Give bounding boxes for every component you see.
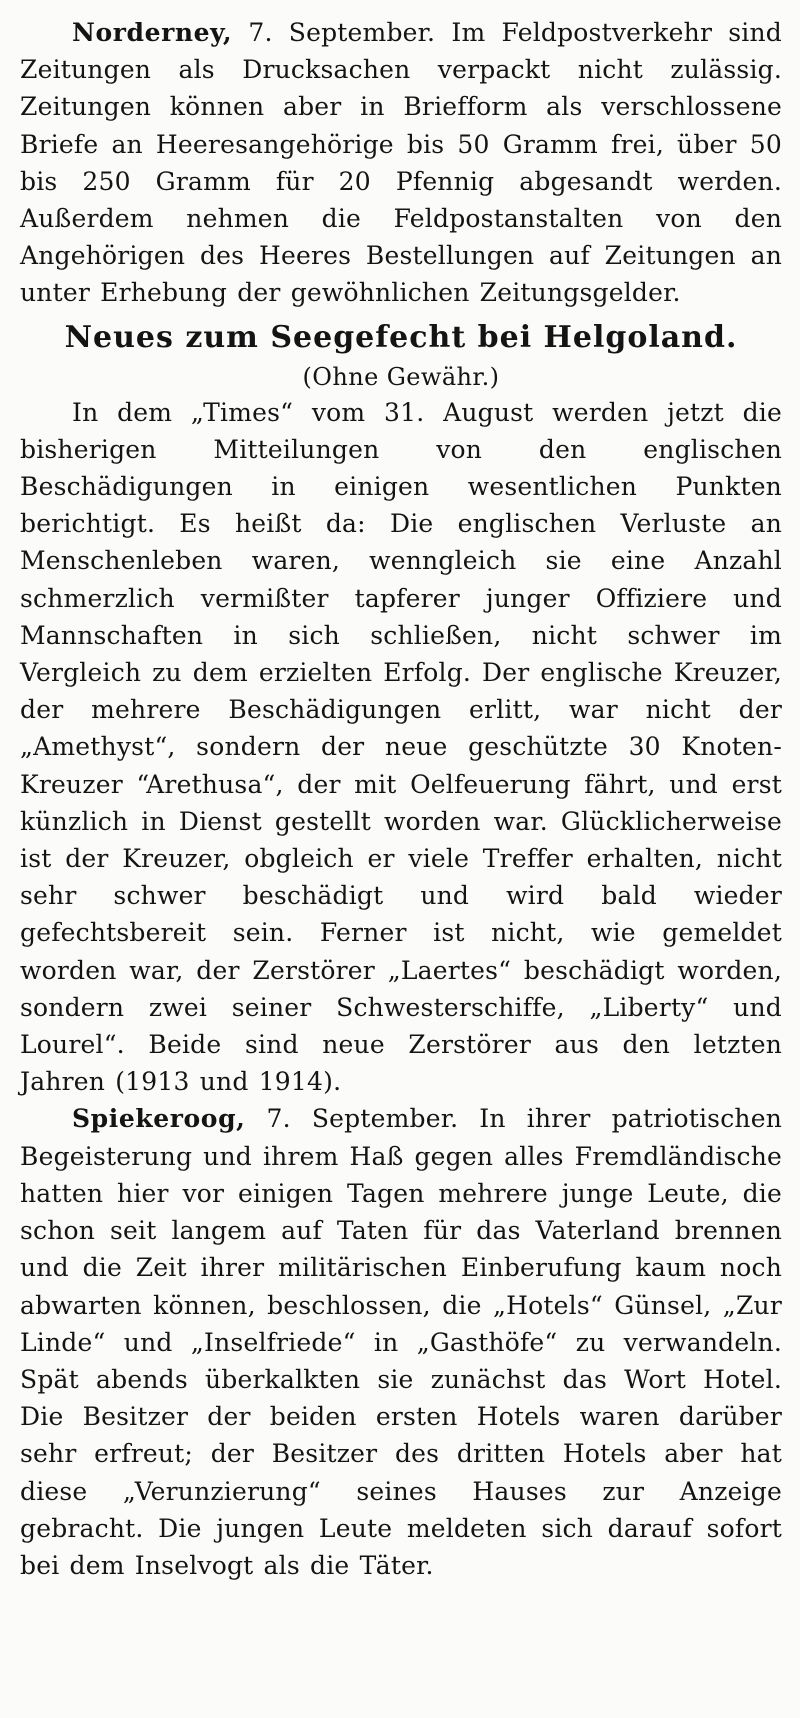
article-spiekeroog-text: 7. September. In ihrer patriotischen Begeisterung und ihrem Haß gegen alles Fremdländische hatten hier vor einigen Tagen mehrere junge Leute, die schon seit langem auf Taten für das Vaterland brennen und die Zeit ihrer militärischen Einberufung kaum noch abwarten können, beschlossen, die „Hotels“ Günsel, „Zur Linde“ und „Inselfriede“ in „Gasthöfe“ zu verwandeln. Spät abends überkalkten sie zunächst das Wort Hotel. Die Besitzer der beiden ersten Hotels waren darüber sehr erfreut; der Besitzer des dritten Hotels aber hat diese „Verunzierung“ seines Hauses zur Anzeige gebracht. Die jungen Leute meldeten sich darauf sofort bei dem Inselvogt als die Täter. [20, 1104, 782, 1580]
article-helgoland-text: In dem „Times“ vom 31. August werden jetzt die bisherigen Mitteilungen von den englischen Beschädigungen in einigen wesentlichen Punkten berichtigt. Es heißt da: Die englischen Verluste an Menschenleben waren, wenngleich sie eine Anzahl schmerzlich vermißter tapferer junger Offiziere und Mannschaften in sich schließen, nicht schwer im Vergleich zu dem erzielten Erfolg. Der englische Kreuzer, der mehrere Beschädigungen erlitt, war nicht der „Amethyst“, sondern der neue geschützte 30 Knoten-Kreuzer “Arethusa“, der mit Oelfeuerung fährt, und erst künzlich in Dienst gestellt worden war. Glücklicherweise ist der Kreuzer, obgleich er viele Treffer erhalten, nicht sehr schwer beschädigt und wird bald wieder gefechtsbereit sein. Ferner ist nicht, wie gemeldet worden war, der Zerstörer „Laertes“ beschädigt worden, sondern zwei seiner Schwesterschiffe, „Liberty“ und Lourel“. Beide sind neue Zerstörer aus den letzten Jahren (1913 und 1914). [20, 397, 782, 1097]
article-norderney-paragraph [20, 14, 782, 312]
article-helgoland [20, 316, 782, 1101]
dateline-spiekeroog: Spiekeroog, [72, 1104, 246, 1134]
article-norderney [20, 14, 782, 312]
article-spiekeroog [20, 1100, 782, 1584]
article-spiekeroog-paragraph [20, 1100, 782, 1584]
headline-helgoland: Neues zum Seegefecht bei Helgoland. [64, 319, 738, 355]
dateline-norderney: Norderney, [72, 18, 233, 47]
article-norderney-text: 7. September. Im Feldpostverkehr sind Zeitungen als Drucksachen verpackt nicht zulässig. Zeitungen können aber in Briefform als verschlossene Briefe an Heeresangehörige bis 50 Gramm frei, über 50 bis 250 Gramm für 20 Pfennig abgesandt werden. Außerdem nehmen die Feldpostanstalten von den Angehörigen des Heeres Bestellungen auf Zeitungen an unter Erhebung der gewöhnlichen Zeitungsgelder. [20, 18, 782, 308]
subheadline-ohne-gewaehr: (Ohne Gewähr.) [302, 362, 500, 391]
